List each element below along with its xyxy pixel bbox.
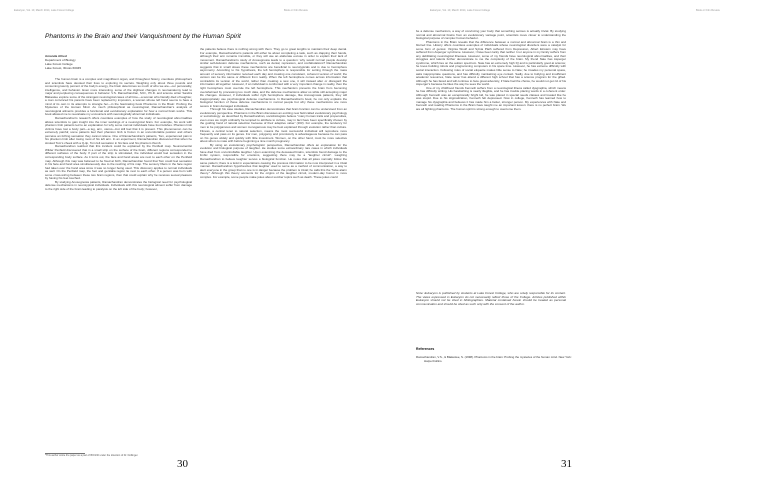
- author-college: Lake Forest College: [45, 62, 73, 66]
- running-header-section: Book or Film Review: [284, 9, 308, 12]
- paragraph: One of my childhood friends Kenneth suffers from a neurological illness called dysgraphia, which means he has difficulty writing. His handwriting is nearly illegible, and he has trouble placing words in a coherent order. Although Kenneth was an exceptionally bright kid, he was placed in special needs classes and treated like he was stupid. Due to his stigmatization, Kenneth felt depressed. Now in college, Kenneth has learned how to manage his dysgraphia and believes it has made him a better, stronger person. My experiences with Nate and Kenneth and reading Phantoms in the Brain have taught me an important lesson: there is no perfect brain. We are all fighting phantoms. The human spirit is strong enough to overcome them.: [416, 85, 566, 112]
- running-header-journal: Eukaryon, Vol. 10, March 2014, Lake Forest College: [430, 9, 491, 12]
- reference-entry: Ramachandran, V.S., & Blakeslee, S. (1998). Phantoms in the brain: Probing the mysteries of the human mind. New York: HarperCollins.: [416, 355, 572, 363]
- author-name: Amanda Allred: [45, 54, 67, 58]
- footnote: *This author wrote the paper as a part of BIO130 under the direction of Dr. Dollinger.: [45, 454, 139, 457]
- running-header-journal: Eukaryon, Vol. 10, March 2014, Lake Forest College: [14, 9, 75, 12]
- right-page: [384, 0, 768, 497]
- author-city: Lake Forest, Illinois 60045: [45, 66, 82, 70]
- paragraph: Through his case studies, Ramachandran demonstrates that brain function can be understood from an evolutionary perspective. Phantoms in the Brain discusses an exciting new field called evolutionary psychology or sociobiology: as described by Ramachandran, sociobiologists believe "many human traits and propensities, even ones we might ordinarily be tempted to attribute to culture, may in fact have been specifically chosen by the guiding hand of natural selection because of their adaptive value" (163). For example, the tendency for men to be polygamous and women monogamous may be best explained through evolution rather than culture. Fitness, a central tenet to natural selection, means the most successful individual will reproduce more frequently and pass on its genes. For men, polygamy and promiscuity is advantageous because he can pass on his genes widely and quickly with little investment. Women, on the other hand, must be more selective about whom to mate with before beginning a nine month pregnancy.: [200, 107, 347, 144]
- page-number: 31: [561, 458, 572, 470]
- paragraph: By using an evolutionary psychologists' perspective, Ramachandran offers an explanation for the evolution and biological purpose of laughter. He studies some extraordinary rare cases in which individuals have died from uncontrollable laughter. Upon examining the deceased brains, scientists found damage to the limbic system, responsible for emotions, suggesting there may be a "laughter circuit". Laughing Ramachandran to believe laughter serves a biological function. He notes that all jokes normally follow the same pattern; there is a twist in expectations causing the previous information to be now interpreted in a trivial manner. Ramachandran hypothesizes that laughter used to serve as a method of communication, a way to alert everyone in the group that no one is in danger because the problem is trivial; he calls this the "false alarm theory." Although this theory accounts for the origins of the laughter circuit, modern-day humor is more complex. For example, some people make jokes about somber topics such as death. These jokes could: [200, 142, 347, 179]
- left-column-2: [200, 48, 347, 456]
- paragraph: be a defense mechanism, a way of convincing your body that something serious is actually trivial. By studying normal and abnormal brains from an evolutionary vantage point, scientists move closer to understanding the biological purpose of complex human behavior.: [416, 30, 566, 41]
- paragraph: The human brain is a complex and magnificent organ, and throughout history, countless philosophers and scientists have devoted their lives to exploring its secrets. Weighing only about three pounds and consuming twenty percent of the body's energy, the brain determines so much of who we are—our personality, intelligence, and behavior. Even more interesting, some of the slightest changes in neuroanatomy lead to major and perplexing consequences in behavior. V.S. Ramachandran, M.D., Ph.D. and science writer Sandra Blakeslee explore some of the strangest neurological cases of all time—a woman who literally died of laughter, a man convinced his parents have been replaced by impostors, a woman whose left hand seems to have a mind of its own in its attempts to strangle her—in the fascinating book Phantoms in the Brain: Probing the Mysteries of the Human Mind. As much philosophical as neurological, Ramachandran's analysis of neurological ailments provides a functional and evolutionary explanation for how a normal brain works. This book allowed me to reevaluate my encounters with neurologically abnormal individuals.: [45, 78, 192, 117]
- paragraph: Ramachandran's research offers countless examples of how the study of neurological abnormalities allows scientists to gain insight into the inner workings of a neurotypical brain. For example, his work with phantom limb patients led to an explanation for why some normal individuals have foot fetishes. Phantom limb victims have lost a body part—a leg, arm, uterus—but still feel that it is present. This phenomenon can be extremely painful; some patients feel their phantom limb is frozen in an uncomfortable position and others perceive an itching sensation they cannot relieve. One of Ramachandran's patients, Tom, experienced pain in his phantom limb after losing most of his left arm. In an experiment, Ramachandran discovered that when he stroked Tom's cheek with a Q-tip, Tom felt sensation in his face and his phantom thumb.: [45, 116, 192, 145]
- page-number: 30: [177, 458, 188, 470]
- paragraph: Ramachandran realized that this incident could be explained by the Penfield map. Neuroscientist Wilder Penfield discovered that in a small strip on the surface of the brain, different regions corresponded to different surfaces of the body. If part of the strip is stimulated, the individual would feel sensation in the corresponding body surface. As it turns out, the face and hand areas are next to each other on the Penfield map. Although this map was believed to be fixed at birth, Ramachandran found that Tom could feel sensation in his face and hand area simultaneously due to the rewiring of his map. The sensory fibers in the face region had taken over the hand area since it was no longer being used. This discovery applies to normal individuals as well. On the Penfield map, the foot and genitalia region lie next to each other. If a person was born with some cross-wiring between these two brain regions, then that could explain why he receives sexual pleasure by having his feet touched.: [45, 144, 192, 181]
- right-column-1: [416, 30, 566, 288]
- paragraph: Phantoms in the Brain reveals that the difference between a normal and abnormal brain is a thin and blurred line. History offers countless examples of individuals whose neurological disorders were a catalyst for some form of genius: Virginia Woolf and Sylvia Plath suffered from Depression, Albert Einstein may have suffered from Asperger syndrome. However, I have been lucky that neither I nor anyone in my family suffers from any debilitating neurological illnesses. However, some of my friends have neurological abnormalities, and their struggles and talents further demonstrate to me the complexity of the brain. My friend Nate has Asperger syndrome, which lies on the autism spectrum. Nate has an extremely high IQ and is particularly good at science; he loves building robots and programming computers in his spare time. However, he has extreme difficulty with social interaction. Following rules of social etiquette makes little sense to Nate; he invades my personal space, asks inappropriate questions, and has difficulty maintaining eye contact. Sadly, due to bullying and insufficient academic resources, Nate never has attend a different high school that has a science program for the gifted. Although he has faced and will continue to face great adversity, if Nate had the choice, he would not get rid of his Asperger's because he likes the way he sees the world.: [416, 39, 566, 87]
- references-heading: References: [416, 347, 435, 351]
- paragraph: the patients believe there is nothing wrong with them. They go to great lengths to maintain their deep denial. For example, Ramachandran's patients will either lie about completing a task, such as clapping their hands, although their arm remains immobile, or they will use an elaborate excuse in order to explain their lack of movement. Ramachandran's study of Anosognosia leads to a question: why would normal people develop similar self-delusion defense mechanisms, such as denial, repression, and confabulations? Ramachandran suggests that in small doses these mechanisms are beneficial to neurotypicals and is due to hemisphere asymmetry. According to his hypothesis, the left hemisphere is responsible for sorting through the mass amount of sensory information received each day and creating one consistent, coherent version of world; the version can be the same or different from reality. When the left hemisphere comes across information that contradicts its version of the world, rather than creating a new one, it will instead alter or disregard the information all together. However, if an individual is confronted with a very important change in reality, then the right hemisphere must overrule the left hemisphere. This mechanism prevents the brain from becoming overwhelmed by processing too much data, and the defense mechanisms allow us while still accepting major life changes. However, if individuals suffer right hemisphere damage, like Anosognosia patients, they will inappropriately use psychological defense mechanisms. In Ramachandran's book, he not only explains the biological function of these defense mechanisms in normal people but why these mechanisms are more severe in brain damaged individuals.: [200, 48, 347, 108]
- author-block: [45, 54, 81, 70]
- publication-note: Note: Eukaryon is published by students at Lake Forest College, who are solely responsible for its content. The views expressed in Eukaryon do not necessarily reflect those of the College. Articles published within Eukaryon should not be cited in bibliographies. Material contained herein should be treated as personal communication and should be cited as such only with the consent of the author.: [416, 291, 566, 306]
- running-header-section: Book or Film Review: [696, 9, 720, 12]
- left-column-1: [45, 78, 192, 452]
- author-department: Department of Biology: [45, 58, 76, 62]
- article-title: Phantoms in the Brain and their Vanquishment by the Human Spirit: [45, 33, 241, 40]
- paragraph: By studying Anosognosia patients, Ramachandran demonstrates the biological need for psychological defense mechanisms in neurotypical individuals. Individuals with this neurological ailment suffer from damage to the right side of the brain leading to paralysis on the left side of the body; however,: [45, 179, 192, 191]
